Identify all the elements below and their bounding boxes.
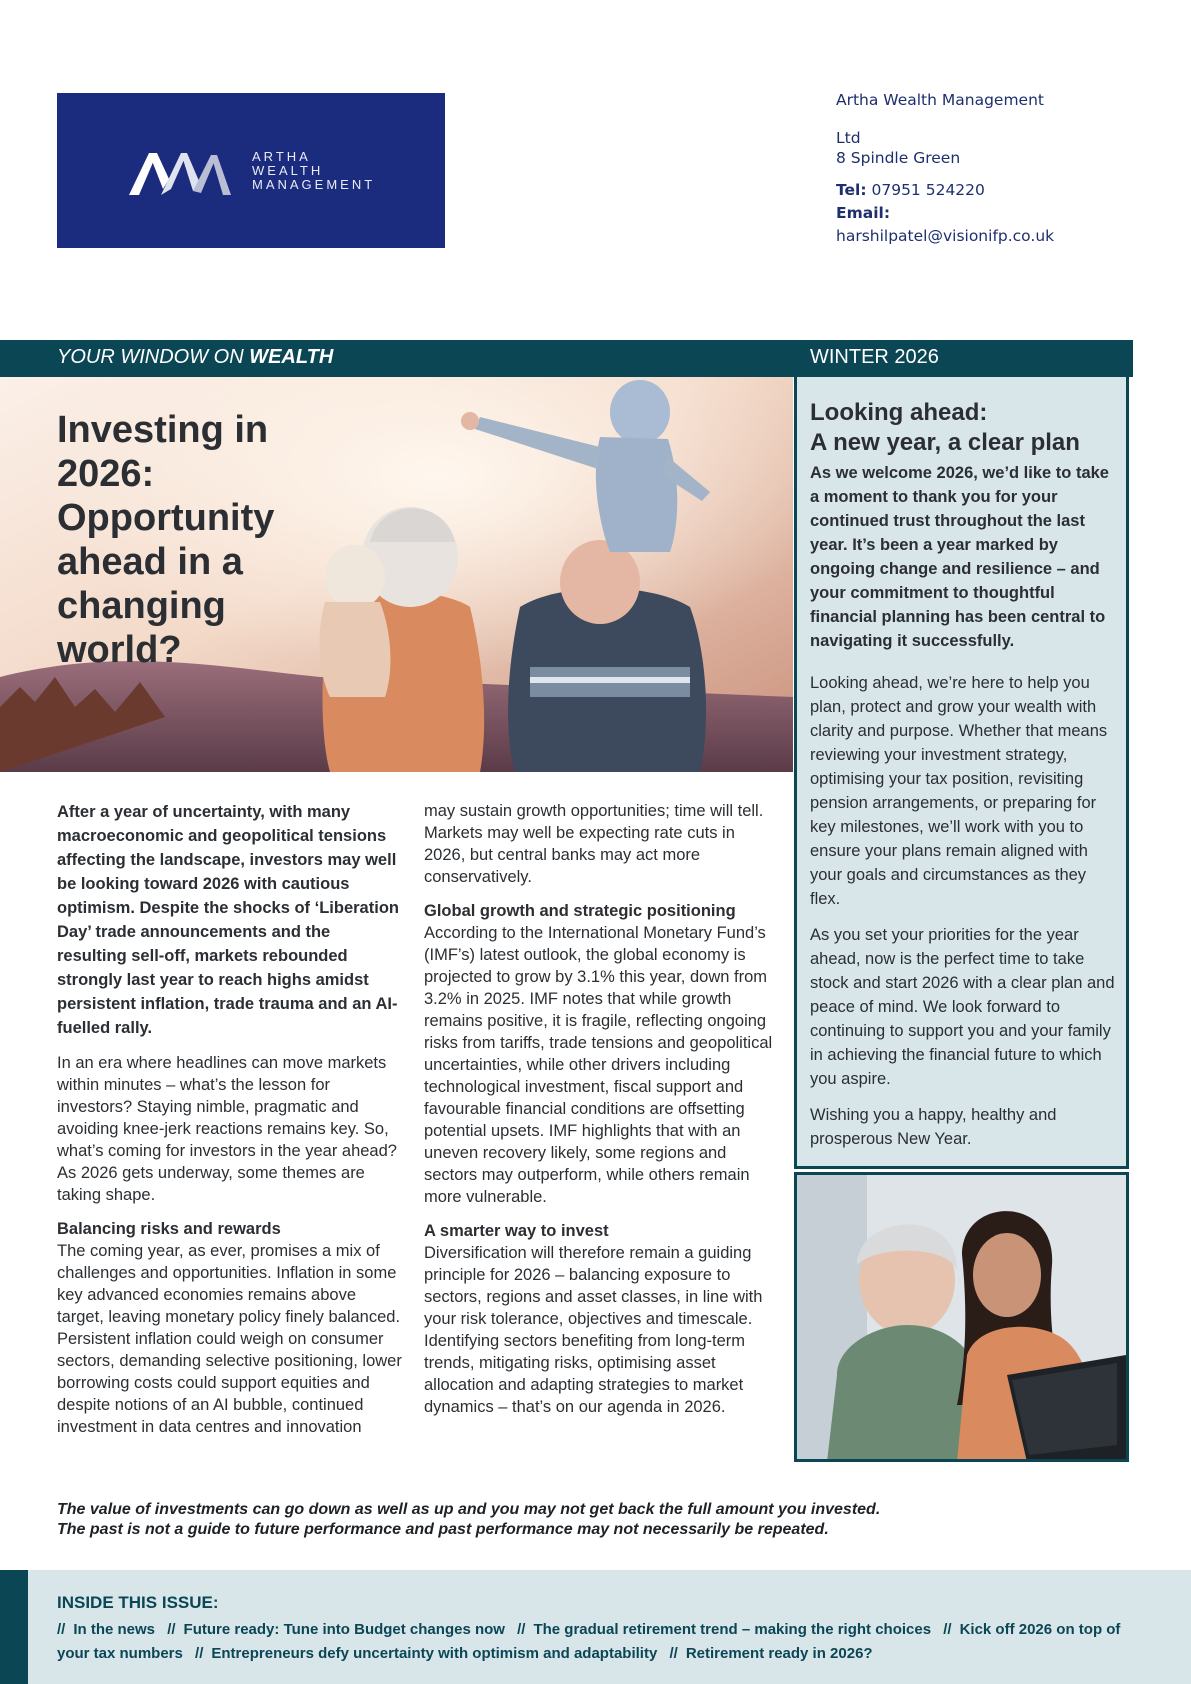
email-link[interactable]: harshilpatel@visionifp.co.uk	[836, 227, 1055, 245]
email-label: Email:	[836, 204, 891, 222]
phone-row	[836, 180, 1156, 200]
section-heading-balancing: Balancing risks and rewards	[57, 1220, 281, 1238]
article-lead: After a year of uncertainty, with many macroeconomic and geopolitical tensions affecting the landscape, investors may well be looking toward 2026 with cautious optimism. Despite the shocks of ‘Liberation Day’ trade announcements and the resulting sell-off, markets rebounded strongly last year to reach highs amidst persistent inflation, trade trauma and an AI-fuelled rally.	[57, 803, 399, 1037]
sidebar-lead: As we welcome 2026, we’d like to take a moment to thank you for your continued trust throughout the last year. It’s been a year marked by ongoing change and resilience – and your commitment to thoughtful financial planning has been central to navigating it successfully.	[810, 464, 1109, 650]
section-body-smarter-invest: Diversification will therefore remain a guiding principle for 2026 – balancing exposure to sectors, regions and asset classes, in line with your risk tolerance, objectives and timescale. Identifying sectors benefiting from long-term trends, mitigating risks, optimising asset allocation and adapting strategies to market dynamics – that’s on our agenda in 2026.	[424, 1244, 763, 1416]
inside-issue-list	[57, 1618, 1127, 1666]
list-separator: //	[57, 1621, 66, 1638]
sidebar-title	[810, 398, 1110, 458]
disclaimer-line-1: The value of investments can go down as well as up and you may not get back the full amount you invested.	[57, 1501, 881, 1518]
section-body-balancing-cont: may sustain growth opportunities; time will tell. Markets may well be expecting rate cuts in 2026, but central banks may act more conservatively.	[424, 802, 764, 886]
inside-item-entrepreneurs[interactable]: Entrepreneurs defy uncertainty with optimism and adaptability	[211, 1645, 658, 1662]
company-address: 8 Spindle Green	[836, 149, 961, 167]
inside-item-tax-numbers[interactable]: Kick off 2026 on top of your tax numbers	[57, 1621, 1121, 1662]
company-name-line2: Ltd	[836, 129, 861, 147]
section-body-global-growth: According to the International Monetary Fund’s (IMF’s) latest outlook, the global economy is projected to grow by 3.1% this year, down from 3.2% in 2025. IMF notes that while growth remains positive, it is fragile, reflecting ongoing risks from tariffs, trade tensions and geopolitical uncertainties, while other drivers including technological investment, fiscal support and favourable financial conditions are offsetting potential upsets. IMF highlights that with an uneven recovery likely, some regions and sectors may outperform, while others remain more vulnerable.	[424, 924, 773, 1206]
tel-number[interactable]: 07951 524220	[871, 181, 985, 199]
list-separator: //	[517, 1621, 526, 1638]
section-heading-global-growth: Global growth and strategic positioning	[424, 902, 736, 920]
article-column-1	[57, 800, 402, 1450]
banner-tagline: YOUR WINDOW ON WEALTH	[57, 346, 334, 368]
tel-label: Tel:	[836, 181, 867, 199]
inside-issue-title: INSIDE THIS ISSUE:	[57, 1593, 219, 1612]
list-separator: //	[167, 1621, 176, 1638]
sidebar-paragraph-2: As you set your priorities for the year ahead, now is the perfect time to take stock and start 2026 with a clear plan and peace of mind. We look forward to continuing to support you and your family in achieving the financial future to which you aspire.	[810, 926, 1115, 1088]
hero-title: Investing in 2026: Opportunity ahead in a changing world?	[57, 409, 275, 671]
logo-line-1: ARTHA	[252, 149, 311, 164]
inside-item-budget-changes[interactable]: Future ready: Tune into Budget changes now	[183, 1621, 505, 1638]
company-name-line1: Artha Wealth Management	[836, 91, 1044, 109]
disclaimer-line-2: The past is not a guide to future performance and past performance may not necessarily be repeated.	[57, 1521, 829, 1538]
couple-laptop-illustration	[797, 1175, 1126, 1462]
logo-line-2: WEALTH	[252, 163, 324, 178]
issue-date: WINTER 2026	[810, 346, 939, 368]
article-column-2	[424, 800, 774, 1430]
inside-issue-accent-bar	[0, 1570, 28, 1684]
logo-wordmark	[252, 150, 375, 192]
contact-block	[836, 90, 1156, 246]
section-heading-smarter-invest: A smarter way to invest	[424, 1222, 609, 1240]
list-separator: //	[669, 1645, 678, 1662]
section-body-balancing: The coming year, as ever, promises a mix of challenges and opportunities. Inflation in some key advanced economies remains above target, leaving monetary policy finely balanced. Persistent inflation could weigh on consumer sectors, demanding selective positioning, lower borrowing costs could support equities and despite notions of an AI bubble, continued investment in data centres and innovation	[57, 1242, 402, 1436]
sidebar-paragraph-1: Looking ahead, we’re here to help you plan, protect and grow your wealth with clarity and purpose. Whether that means reviewing your investment strategy, optimising your tax position, revisiting pension arrangements, or preparing for key milestones, we’ll work with you to ensure your plans remain aligned with your goals and circumstances as they flex.	[810, 674, 1108, 908]
logo-panel	[57, 93, 445, 248]
sidebar-photo	[794, 1172, 1129, 1462]
sidebar-title-line-1: Looking ahead:	[810, 399, 988, 426]
inside-item-in-the-news[interactable]: In the news	[73, 1621, 156, 1638]
sidebar-title-line-2: A new year, a clear plan	[810, 429, 1080, 456]
inside-item-retirement-ready[interactable]: Retirement ready in 2026?	[685, 1645, 873, 1662]
inside-item-gradual-retirement[interactable]: The gradual retirement trend – making the right choices	[533, 1621, 932, 1638]
banner-tagline-emphasis: WEALTH	[249, 346, 334, 368]
logo-line-3: MANAGEMENT	[252, 177, 376, 192]
sidebar-paragraph-3: Wishing you a happy, healthy and prosperous New Year.	[810, 1106, 1057, 1148]
list-separator: //	[943, 1621, 952, 1638]
awm-logo-icon	[127, 149, 247, 197]
risk-disclaimer	[57, 1500, 1057, 1540]
list-separator: //	[195, 1645, 204, 1662]
article-intro: In an era where headlines can move markets within minutes – what’s the lesson for investors? Staying nimble, pragmatic and avoiding knee-jerk reactions remains key. So, what’s coming for investors in the year ahead? As 2026 gets underway, some themes are taking shape.	[57, 1054, 397, 1204]
